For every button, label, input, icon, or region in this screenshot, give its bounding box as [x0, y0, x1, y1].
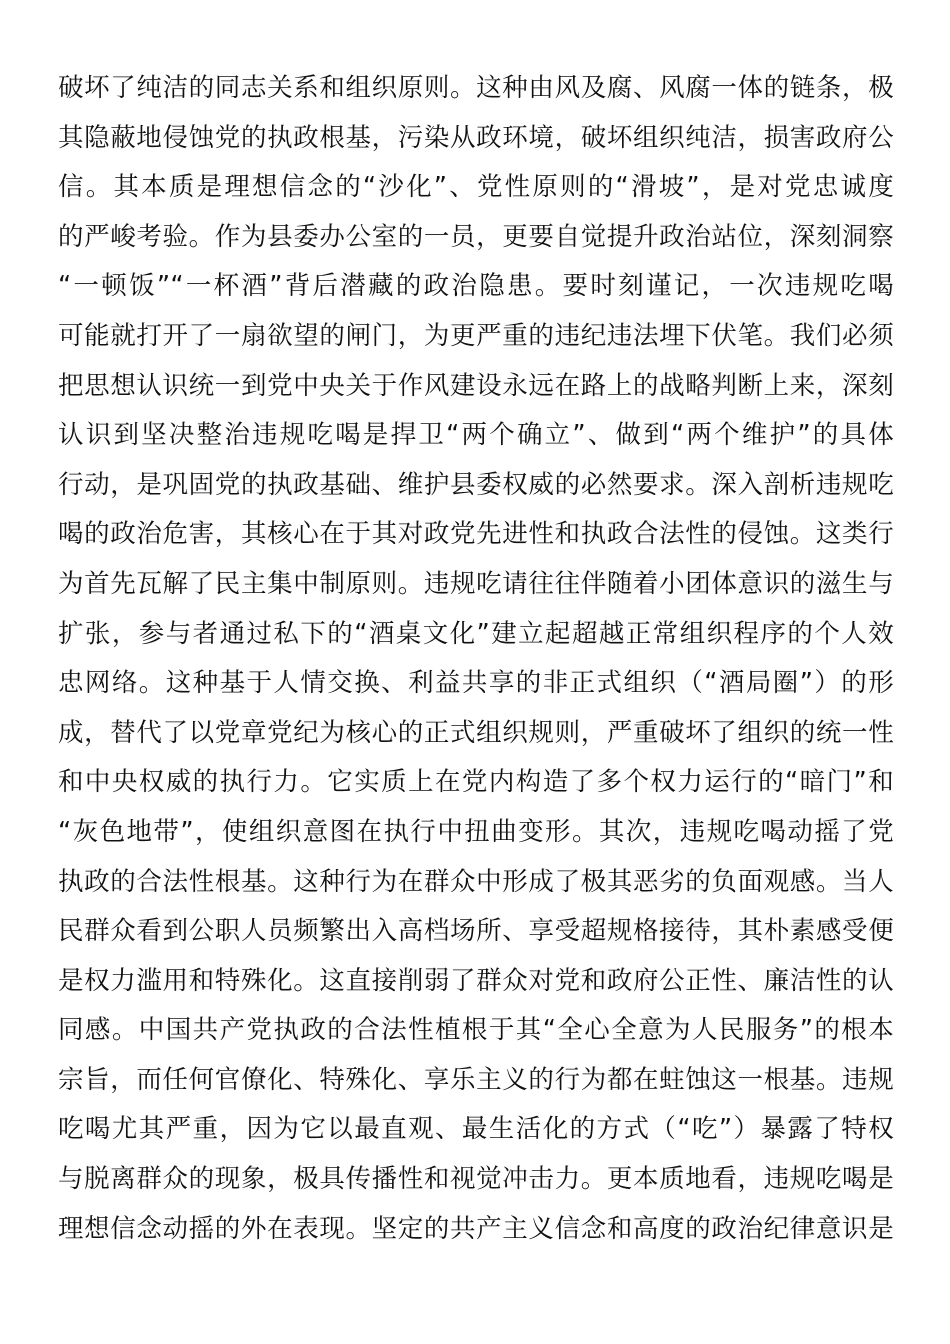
- text-line: 行动，是巩固党的执政基础、维护县委权威的必然要求。深入剖析违规吃: [58, 469, 894, 500]
- text-line: 与脱离群众的现象，极具传播性和视觉冲击力。更本质地看，违规吃喝是: [58, 1164, 894, 1195]
- text-line: 的严峻考验。作为县委办公室的一员，更要自觉提升政治站位，深刻洞察: [58, 221, 894, 252]
- text-line: 其隐蔽地侵蚀党的执政根基，污染从政环境，破坏组织纯洁，损害政府公: [58, 122, 894, 153]
- text-line: 把思想认识统一到党中央关于作风建设永远在路上的战略判断上来，深刻: [58, 370, 894, 401]
- text-line: 是权力滥用和特殊化。这直接削弱了群众对党和政府公正性、廉洁性的认: [58, 965, 894, 996]
- text-line: 信。其本质是理想信念的“沙化”、党性原则的“滑坡”，是对党忠诚度: [58, 172, 894, 203]
- text-line: “灰色地带”，使组织意图在执行中扭曲变形。其次，违规吃喝动摇了党: [58, 816, 894, 847]
- text-line: 和中央权威的执行力。它实质上在党内构造了多个权力运行的“暗门”和: [58, 767, 894, 798]
- text-line: 宗旨，而任何官僚化、特殊化、享乐主义的行为都在蛀蚀这一根基。违规: [58, 1064, 894, 1095]
- text-line: “一顿饭”“一杯酒”背后潜藏的政治隐患。要时刻谨记，一次违规吃喝: [58, 271, 894, 302]
- text-line: 认识到坚决整治违规吃喝是捍卫“两个确立”、做到“两个维护”的具体: [58, 420, 894, 451]
- document-page: [58, 64, 894, 1254]
- text-line: 忠网络。这种基于人情交换、利益共享的非正式组织（“酒局圈”）的形: [58, 668, 894, 699]
- text-line: 执政的合法性根基。这种行为在群众中形成了极其恶劣的负面观感。当人: [58, 866, 894, 897]
- text-line: 成，替代了以党章党纪为核心的正式组织规则，严重破坏了组织的统一性: [58, 717, 894, 748]
- text-line: 喝的政治危害，其核心在于其对政党先进性和执政合法性的侵蚀。这类行: [58, 519, 894, 550]
- text-line: 为首先瓦解了民主集中制原则。违规吃请往往伴随着小团体意识的滋生与: [58, 568, 894, 599]
- text-line: 扩张，参与者通过私下的“酒桌文化”建立起超越正常组织程序的个人效: [58, 618, 894, 649]
- text-line: 民群众看到公职人员频繁出入高档场所、享受超规格接待，其朴素感受便: [58, 916, 894, 947]
- text-line: 理想信念动摇的外在表现。坚定的共产主义信念和高度的政治纪律意识是: [58, 1213, 894, 1244]
- text-line: 吃喝尤其严重，因为它以最直观、最生活化的方式（“吃”）暴露了特权: [58, 1114, 894, 1145]
- text-line: 破坏了纯洁的同志关系和组织原则。这种由风及腐、风腐一体的链条，极: [58, 73, 894, 103]
- text-line: 可能就打开了一扇欲望的闸门，为更严重的违纪违法埋下伏笔。我们必须: [58, 320, 894, 351]
- text-line: 同感。中国共产党执政的合法性植根于其“全心全意为人民服务”的根本: [58, 1015, 894, 1046]
